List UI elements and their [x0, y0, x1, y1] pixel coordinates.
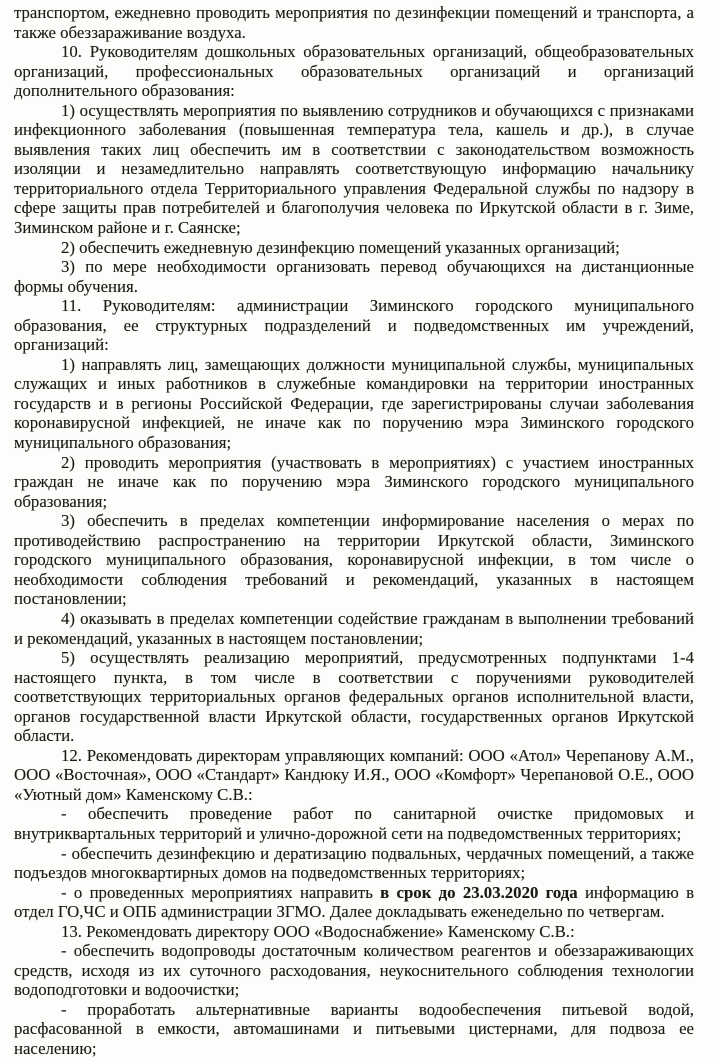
item-10-sub-2: 2) обеспечить ежедневную дезинфекцию помещений указанных организаций;	[61, 237, 620, 257]
item-11-sub-1: 1) направлять лиц, замещающих должности муниципальной службы, муниципальных служащих и иных работников в служебные командировки на территории иностранных государств и в регионы Российской Федерации, где зарегистрированы случаи заболевания коронавирусной инфекцией, не иначе как по поручению мэра Зиминского городского муниципального образования;	[14, 354, 694, 453]
item-11-sub-4: 4) оказывать в пределах компетенции содействие гражданам в выполнении требований и рекомендаций, указанных в настоящем постановлении;	[14, 608, 694, 648]
item-13-heading: 13. Рекомендовать директору ООО «Водоснабжение» Каменскому С.В.:	[61, 921, 575, 941]
deadline-date-bold: в срок до 23.03.2020 года	[380, 882, 578, 902]
item-12-dash-1: - обеспечить проведение работ по санитарной очистке придомовых и внутриквартальных территорий и улично-дорожной сети на подведомственных территориях;	[14, 804, 694, 843]
item-13-dash-1: - обеспечить водопроводы достаточным количеством реагентов и обеззараживающих средств, исходя из их суточного расходования, неукоснительного соблюдения технологии водоподготовки и водоочистки;	[14, 941, 694, 1000]
item-12-dash-3-post: информацию в отдел ГО,ЧС и ОПБ администрации ЗГМО. Далее докладывать еженедельно по четвергам.	[14, 882, 694, 922]
item-12-dash-3	[14, 883, 694, 922]
item-13-dash-2: - проработать альтернативные варианты водообеспечения питьевой водой, расфасованной в емкости, автомашинами и питьевыми цистернами, для подвоза ее населению;	[14, 999, 694, 1058]
item-10-sub-3: 3) по мере необходимости организовать перевод обучающихся на дистанционные формы обучения.	[14, 257, 694, 296]
item-11-heading: 11. Руководителям: администрации Зиминского городского муниципального образования, ее структурных подразделений и подведомственных им учреждений, организаций:	[14, 296, 694, 355]
item-11-sub-5: 5) осуществлять реализацию мероприятий, предусмотренных подпунктами 1-4 настоящего пункта, в том числе в соответствии с поручениями руководителей соответствующих территориальных органов федеральных органов исполнительной власти, органов государственной власти Иркутской области, государственных органов Иркутской области.	[14, 648, 694, 746]
item-12-dash-2: - обеспечить дезинфекцию и дератизацию подвальных, чердачных помещений, а также подъездов многоквартирных домов на подведомственных территориях;	[14, 843, 694, 883]
paragraph-transport-disinfection: транспортом, ежедневно проводить мероприятия по дезинфекции помещений и транспорта, а также обеззараживание воздуха.	[14, 3, 694, 42]
item-11-sub-3: 3) обеспечить в пределах компетенции информирование населения о мерах по противодействию распространению на территории Иркутской области, Зиминского городского муниципального образования, коронавирусной инфекции, в том числе о необходимости соблюдения требований и рекомендаций, указанных в настоящем постановлении;	[14, 511, 694, 609]
item-12-heading: 12. Рекомендовать директорам управляющих компаний: ООО «Атол» Черепанову А.М., ООО «Восточная», ООО «Стандарт» Кандюку И.Я., ООО «Комфорт» Черепановой О.Е., ООО «Уютный дом» Каменскому С.В.:	[14, 745, 694, 804]
item-11-sub-2: 2) проводить мероприятия (участвовать в мероприятиях) с участием иностранных граждан не иначе как по поручению мэра Зиминского городского муниципального образования;	[14, 452, 694, 511]
item-10-heading: 10. Руководителям дошкольных образовательных организаций, общеобразовательных организаций, профессиональных образовательных организаций и организаций дополнительного образования:	[14, 42, 694, 101]
item-12-dash-3-pre: - о проведенных мероприятиях направить	[61, 882, 381, 902]
item-10-sub-1: 1) осуществлять мероприятия по выявлению сотрудников и обучающихся с признаками инфекционного заболевания (повышенная температура тела, кашель и др.), в случае выявления таких лиц обеспечить им в соответствии с законодательством возможность изоляции и незамедлительно направлять соответствующую информацию начальнику территориального отдела Территориального управления Федеральной службы по надзору в сфере защиты прав потребителей и благополучия человека по Иркутской области в г. Зиме, Зиминском районе и г. Саянске;	[14, 100, 694, 238]
